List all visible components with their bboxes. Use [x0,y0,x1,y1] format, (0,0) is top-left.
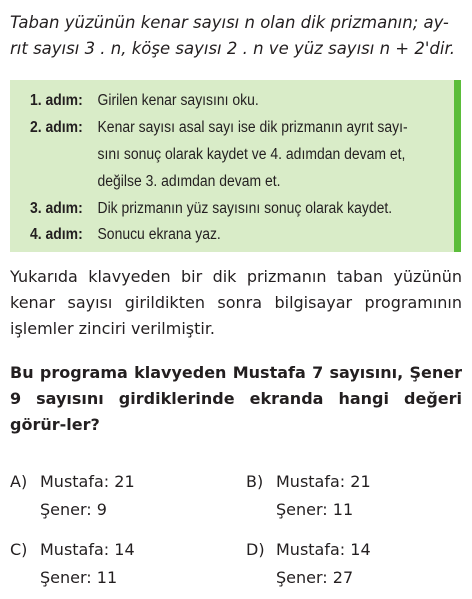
step-text: değilse 3. adımdan devam et. [97,173,281,190]
option-letter: D) [246,540,265,559]
step-label: 4. adım: [30,226,83,243]
algorithm-steps-box [10,80,461,252]
step-label: 1. adım: [30,92,83,109]
option-line-1: Mustafa: 21 [276,472,371,491]
problem-intro [10,10,462,62]
intro-line-2: rıt sayısı 3 . n, köşe sayısı 2 . n ve yüz sayısı n + 2'dir. [10,39,455,58]
step-text: Girilen kenar sayısını oku. [97,92,259,109]
description-paragraph: Yukarıda klavyeden bir dik prizmanın taban yüzünün kenar sayısı girildikten sonra bilgisayar programının işlemler zinciri verilmiştir. [10,267,462,338]
step-text: Kenar sayısı asal sayı ise dik prizmanın ayrıt sayı- [97,119,408,136]
option-line-2: Şener: 11 [40,568,118,587]
option-line-1: Mustafa: 14 [40,540,135,559]
step-text: Dik prizmanın yüz sayısını sonuç olarak kaydet. [97,200,393,217]
intro-line-1: Taban yüzünün kenar sayısı n olan dik prizmanın; ay- [10,13,449,32]
step-2 [30,115,408,141]
option-c[interactable] [10,536,135,592]
option-a[interactable] [10,468,135,524]
option-line-2: Şener: 9 [40,500,107,519]
option-line-1: Mustafa: 14 [276,540,371,559]
step-3 [30,196,399,222]
step-text: Sonucu ekrana yaz. [97,226,221,243]
option-line-1: Mustafa: 21 [40,472,135,491]
step-text: sını sonuç olarak kaydet ve 4. adımdan devam et, [97,146,406,163]
option-line-2: Şener: 27 [276,568,354,587]
question-text: Bu programa klavyeden Mustafa 7 sayısını, Şener 9 sayısını girdiklerinde ekranda hangi değeri görür-ler? [10,363,462,434]
step-4 [30,222,399,248]
option-letter: A) [10,472,28,491]
option-d[interactable] [246,536,371,592]
option-b[interactable] [246,468,371,524]
step-1 [30,88,399,114]
option-letter: B) [246,472,264,491]
step-label: 3. adım: [30,200,83,217]
option-line-2: Şener: 11 [276,500,354,519]
option-letter: C) [10,540,28,559]
step-label: 2. adım: [30,119,83,136]
